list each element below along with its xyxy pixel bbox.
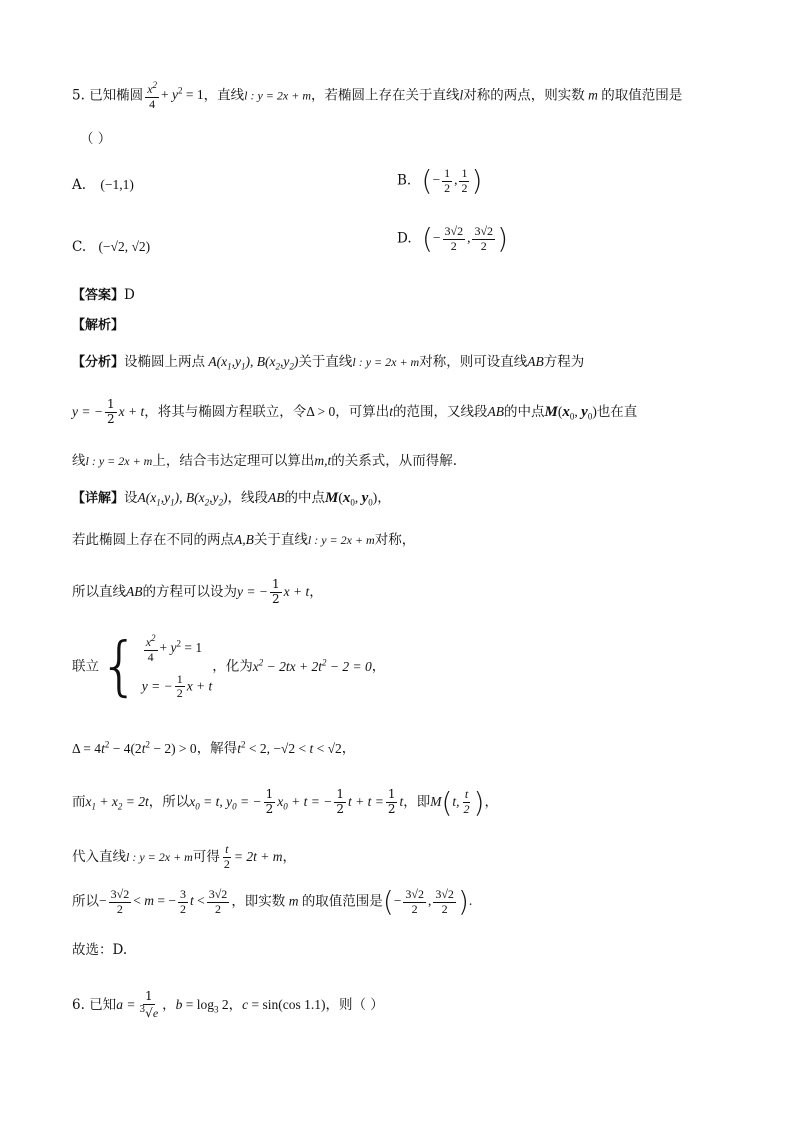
text: 上，结合韦达定理可以算出 (152, 453, 315, 469)
text: 代入直线 (72, 848, 126, 865)
option-label: D. (397, 230, 412, 247)
option-c-text: (−√2, √2) (98, 239, 151, 254)
stem-text: 的取值范围是 (601, 87, 683, 104)
text: 的关系式，从而得解. (331, 453, 458, 469)
text: 可得 (192, 848, 220, 865)
text: 设 (124, 490, 138, 506)
detail-line-7: 代入直线l : y = 2x + m可得 $\frac{t}{2}$ = 2t + m， (72, 842, 296, 871)
answer-tag: 【答案】 (72, 288, 125, 303)
stem-text: ，若椭圆上存在关于直线 (310, 87, 460, 104)
text: ， (162, 996, 176, 1013)
detail-line-4: 联立 { $\frac{x^2}{4}$ + $y^2 = 1$ y = − $\frac{1}{2}$ x + t ，化为$x^2 - 2tx + 2t^2 - 2 = 0$， (72, 630, 386, 705)
fraction: $\frac{x^2}{4}$ (147, 80, 158, 111)
equation-system: { $\frac{x^2}{4}$ + $y^2 = 1$ y = − $\frac{1}{2}$ x + t (99, 630, 213, 705)
detail-line-3: 所以直线AB的方程可以设为y = − $\frac{1}{2}$ x + t， (72, 577, 323, 606)
text: ，即 (403, 793, 431, 810)
analysis-tag: 【解析】 (72, 318, 125, 333)
text: 所以 (72, 893, 99, 910)
text: 的中点 (504, 403, 545, 420)
text: 的方程可以设为 (142, 583, 237, 600)
analysis-heading (72, 319, 724, 333)
text: 若此椭圆上存在不同的两点 (72, 532, 234, 548)
option-label: B. (397, 172, 412, 189)
fenxi-line-2: y = − $\frac{1}{2}$ x + t，将其与椭圆方程联立，令Δ > 0，可算出t的范围，又线段AB的中点$M(x_0$, $y_0$)也在直 (72, 397, 638, 426)
text: ，线段 (227, 490, 268, 506)
answer-paren: （ ） (80, 131, 112, 147)
text: 对称， (374, 532, 416, 548)
text: 关于直线 (298, 354, 353, 370)
text: 关于直线 (253, 532, 308, 548)
detail-line-9: 故选：D. (72, 942, 128, 958)
text: ，即实数 (231, 893, 286, 910)
text: 也在直 (596, 403, 638, 420)
fenxi-line-3: 线l : y = 2x + m上，结合韦达定理可以算出m,t的关系式，从而得解. (72, 453, 458, 469)
answer-value: D (124, 287, 135, 303)
question-number: 6. (72, 996, 85, 1013)
text: ，所以 (148, 793, 190, 810)
text: 方程为 (543, 354, 585, 370)
text: 已知 (89, 996, 117, 1013)
text: 设椭圆上两点 (124, 354, 206, 370)
detail-line-2: 若此椭圆上存在不同的两点A,B关于直线l : y = 2x + m对称， (72, 532, 416, 548)
question-number: 5. (72, 87, 85, 104)
detail-line-8: 所以− $\frac{3√2}{2}$ < m = − $\frac{3}{2}$ t < $\frac{3√2}{2}$ ，即实数 m 的取值范围是(− $\frac{3√2}{2}$ , $\frac{3√2}{2}$ ). (72, 885, 473, 919)
text: ，则（ ） (325, 996, 384, 1013)
text: ，化为 (212, 658, 253, 675)
stem-text: ，直线 (203, 87, 245, 104)
text: 的取值范围是 (301, 893, 383, 910)
text: 所以直线 (72, 583, 126, 600)
fenxi-tag: 【分析】 (72, 355, 125, 370)
answer-line (72, 289, 724, 303)
text: ， (228, 996, 243, 1013)
option-a-text: (−1,1) (100, 177, 134, 192)
text: 的范围，又线段 (393, 403, 488, 420)
question-6-stem: 6. 已知a = $\frac{1}{^3√e}$ ，$b = \log_3 2$，c = sin(cos 1.1)，则（ ） (72, 989, 384, 1020)
detail-line-5: $\Delta = 4t^2 - 4(2t^2 - 2) > 0$，解得$t^2 < 2$, −√2 < t < √2， (72, 739, 356, 757)
text: 而 (72, 793, 86, 810)
text: ，可算出 (335, 403, 390, 420)
option-label: A. (72, 177, 87, 193)
fenxi-line-1: 【分析】设椭圆上两点 $A(x_1,y_1)$, $B(x_2,y_2)$关于直线l : y = 2x + m对称，则可设直线AB方程为 (72, 354, 585, 372)
stem-text: 已知椭圆 (89, 87, 144, 104)
detail-line-6: 而$x_1 + x_2 = 2t$，所以$x_0 = t$, $y_0$ = − $\frac{1}{2}$ $x_0 + t$ = − $\frac{1}{2}$ t + t = $\frac{1}{2}$ t，即M(t, $\frac{t}{2}$ )， (72, 785, 498, 819)
detail-line-1: 【详解】设$A(x_1,y_1)$, $B(x_2,y_2)$，线段AB的中点$M(x_0$, $y_0$)， (72, 490, 391, 508)
text: 对称，则可设直线 (419, 354, 528, 370)
detail-tag: 【详解】 (72, 491, 125, 506)
stem-text: 对称的两点，则实数 (463, 87, 585, 104)
text: 的中点 (284, 490, 325, 506)
option-b: B. (− $\frac{1}{2}$ , $\frac{1}{2}$ ) (397, 164, 483, 198)
text: ，解得 (196, 740, 238, 757)
text: ，将其与椭圆方程联立，令 (144, 403, 307, 420)
option-d: D. (− $\frac{3√2}{2}$ , $\frac{3√2}{2}$ ) (397, 222, 508, 256)
text: 线 (72, 453, 86, 469)
question-5-stem: 5. 已知椭圆 $\frac{x^2}{4}$ + $y^2 = 1$，直线l : y = 2x + m，若椭圆上存在关于直线l对称的两点，则实数 m 的取值范围是 (72, 80, 683, 111)
text: 联立 (72, 658, 99, 675)
option-label: C. (72, 239, 87, 255)
